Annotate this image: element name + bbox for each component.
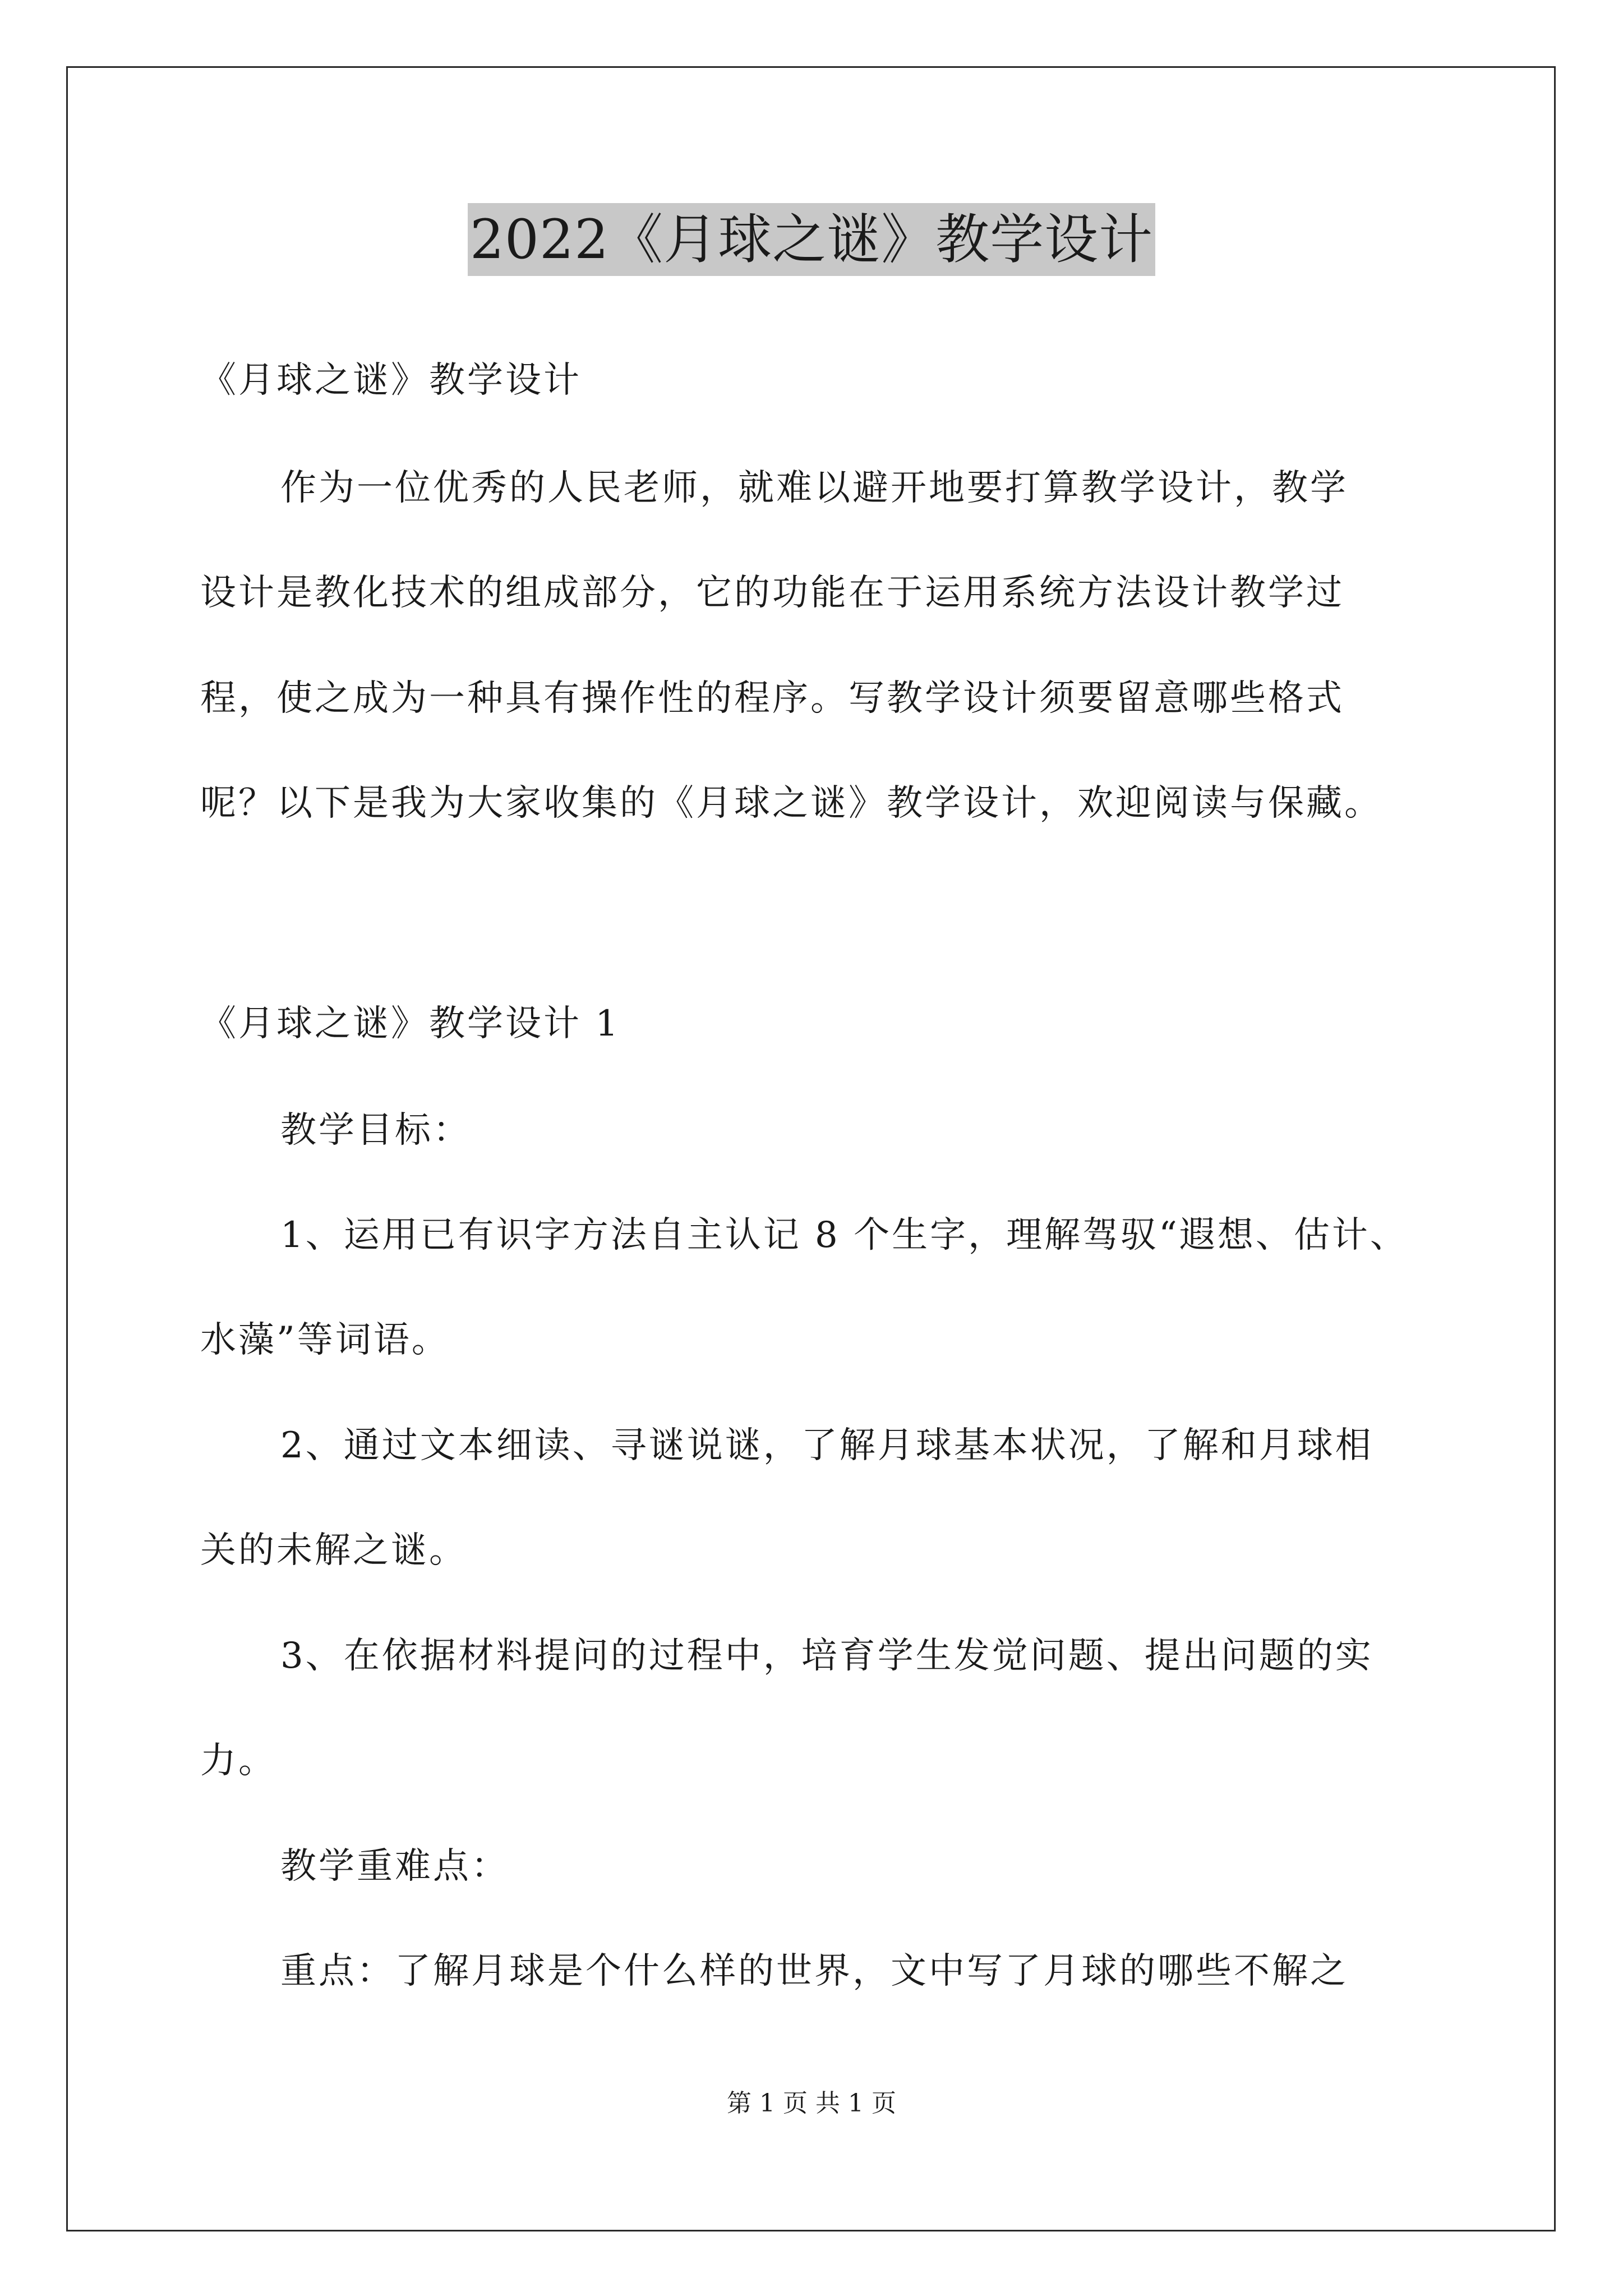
intro-paragraph-line-3: 程，使之成为一种具有操作性的程序。写教学设计须要留意哪些格式 xyxy=(200,678,1344,719)
title-container xyxy=(0,203,1623,276)
objective-2-line-1: 2、通过文本细读、寻谜说谜，了解月球基本状况，了解和月球相 xyxy=(280,1425,1373,1466)
objective-1-line-2: 水藻”等词语。 xyxy=(200,1319,450,1361)
objective-3-line-2: 力。 xyxy=(200,1740,276,1782)
key-point-line: 重点：了解月球是个什么样的世界，文中写了月球的哪些不解之 xyxy=(280,1950,1348,1992)
document-title: 2022《月球之谜》教学设计 xyxy=(468,203,1155,276)
document-subtitle: 《月球之谜》教学设计 xyxy=(200,360,582,401)
intro-paragraph-line-1: 作为一位优秀的人民老师，就难以避开地要打算教学设计，教学 xyxy=(280,467,1348,509)
objective-3-line-1: 3、在依据材料提问的过程中，培育学生发觉问题、提出问题的实 xyxy=(280,1635,1373,1677)
page-footer: 第 1 页 共 1 页 xyxy=(727,2089,896,2118)
objective-2-line-2: 关的未解之谜。 xyxy=(200,1530,467,1571)
objectives-heading: 教学目标： xyxy=(280,1110,471,1151)
section-heading: 《月球之谜》教学设计 1 xyxy=(200,1003,621,1045)
key-points-heading: 教学重难点： xyxy=(280,1846,509,1887)
intro-paragraph-line-4: 呢？以下是我为大家收集的《月球之谜》教学设计，欢迎阅读与保藏。 xyxy=(200,783,1382,824)
intro-paragraph-line-2: 设计是教化技术的组成部分，它的功能在于运用系统方法设计教学过 xyxy=(200,572,1344,614)
objective-1-line-1: 1、运用已有识字方法自主认记 8 个生字，理解驾驭“遐想、估计、 xyxy=(280,1214,1408,1256)
